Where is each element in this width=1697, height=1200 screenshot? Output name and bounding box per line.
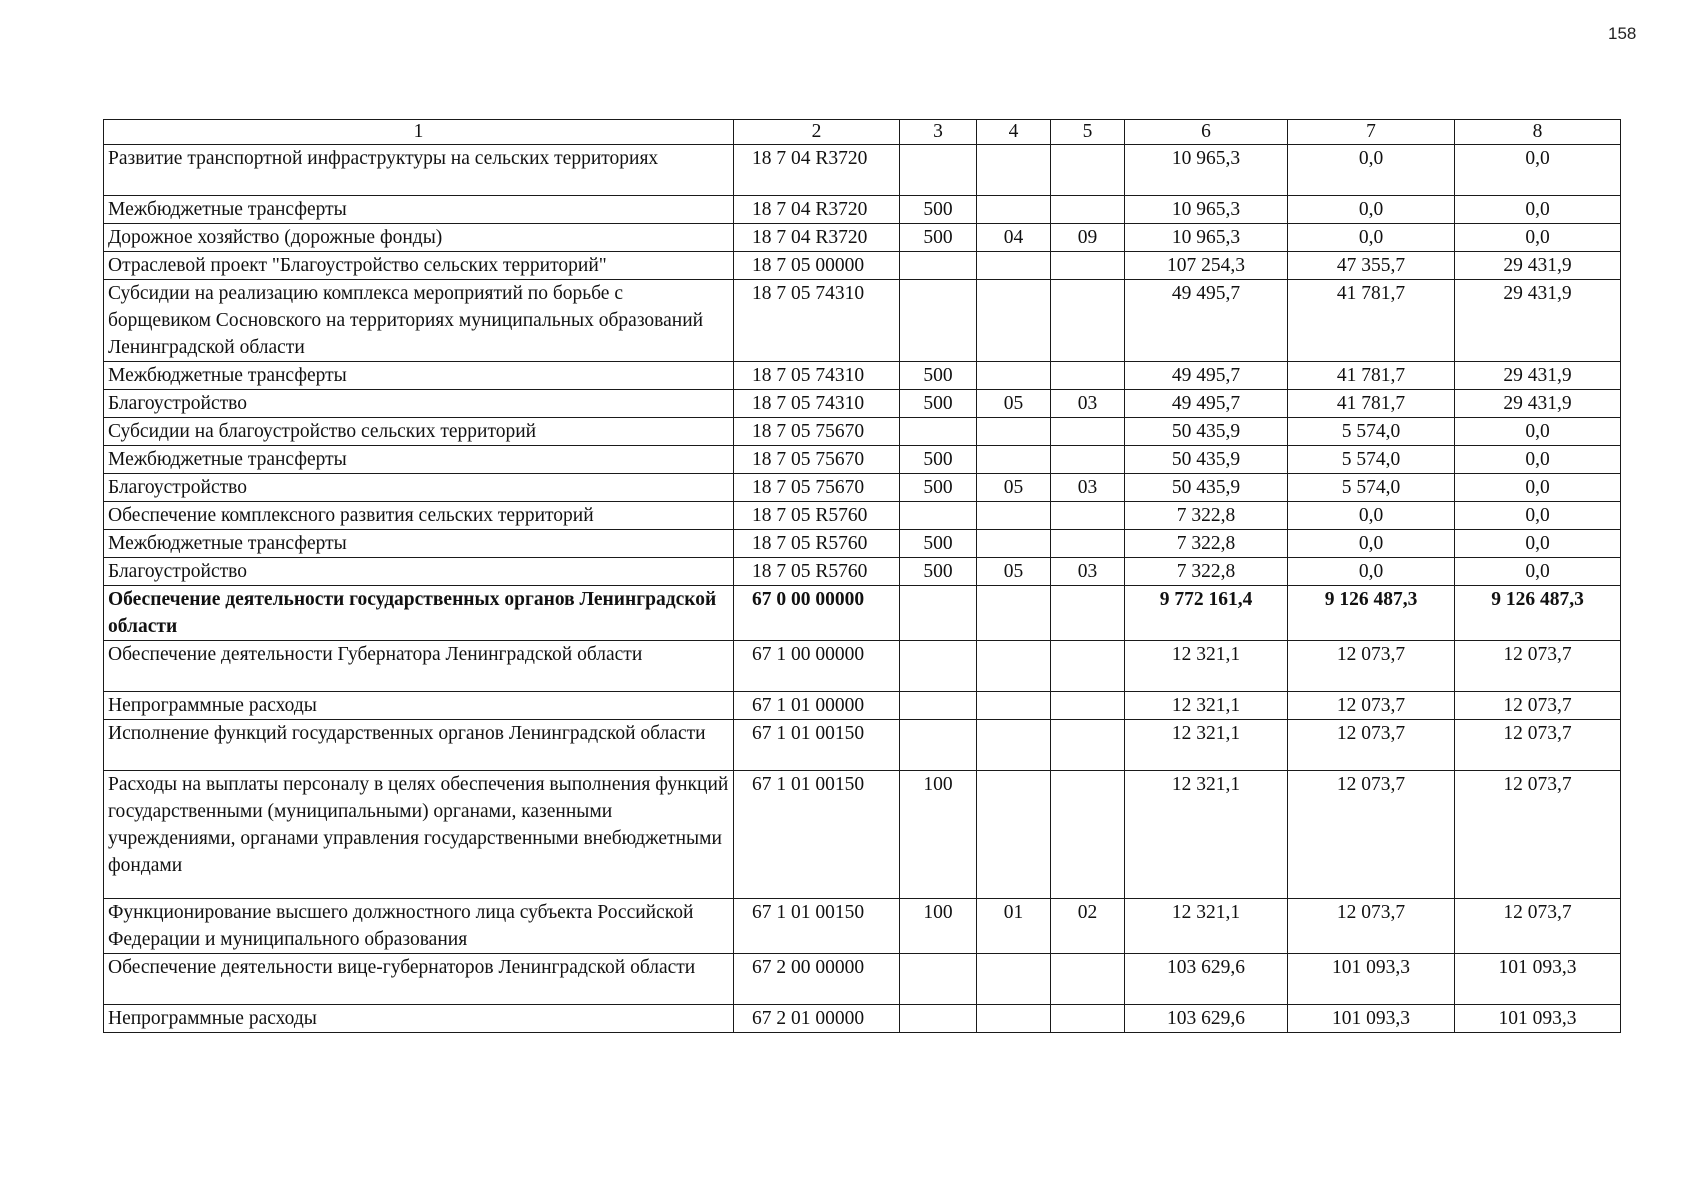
- row-section-cell: [977, 280, 1051, 362]
- row-expense-type-cell: 500: [900, 558, 977, 586]
- row-value-2024-cell: 41 781,7: [1288, 390, 1455, 418]
- column-header: 4: [977, 120, 1051, 145]
- row-code-cell: 18 7 05 R5760: [734, 530, 900, 558]
- row-value-2023-cell: 12 321,1: [1125, 720, 1288, 771]
- row-name-cell: Обеспечение комплексного развития сельских территорий: [104, 502, 734, 530]
- column-header: 1: [104, 120, 734, 145]
- row-expense-type-cell: [900, 953, 977, 1004]
- row-value-2023-cell: 50 435,9: [1125, 474, 1288, 502]
- row-name-cell: Непрограммные расходы: [104, 1004, 734, 1032]
- row-value-2025-cell: 0,0: [1455, 502, 1621, 530]
- row-section-cell: [977, 953, 1051, 1004]
- table-row: [104, 474, 1621, 502]
- row-value-2023-cell: 12 321,1: [1125, 641, 1288, 692]
- row-value-2023-cell: 10 965,3: [1125, 224, 1288, 252]
- row-value-2024-cell: 12 073,7: [1288, 771, 1455, 899]
- row-value-2023-cell: 107 254,3: [1125, 252, 1288, 280]
- row-section-cell: [977, 1004, 1051, 1032]
- row-code-cell: 18 7 05 00000: [734, 252, 900, 280]
- row-subsection-cell: 02: [1051, 898, 1125, 953]
- row-code-cell: 67 2 01 00000: [734, 1004, 900, 1032]
- row-name-cell: Субсидии на реализацию комплекса мероприятий по борьбе с борщевиком Сосновского на территориях муниципальных образований Ленинградской области: [104, 280, 734, 362]
- row-code-cell: 18 7 05 75670: [734, 418, 900, 446]
- row-expense-type-cell: [900, 692, 977, 720]
- row-value-2025-cell: 0,0: [1455, 145, 1621, 196]
- row-value-2024-cell: 41 781,7: [1288, 280, 1455, 362]
- row-subsection-cell: [1051, 196, 1125, 224]
- row-name-cell: Развитие транспортной инфраструктуры на сельских территориях: [104, 145, 734, 196]
- row-expense-type-cell: [900, 252, 977, 280]
- row-code-cell: 18 7 05 74310: [734, 362, 900, 390]
- row-expense-type-cell: [900, 280, 977, 362]
- column-header: 8: [1455, 120, 1621, 145]
- row-subsection-cell: [1051, 446, 1125, 474]
- row-subsection-cell: [1051, 280, 1125, 362]
- row-value-2025-cell: 0,0: [1455, 446, 1621, 474]
- row-value-2023-cell: 12 321,1: [1125, 771, 1288, 899]
- row-value-2025-cell: 0,0: [1455, 558, 1621, 586]
- row-expense-type-cell: [900, 418, 977, 446]
- row-value-2023-cell: 49 495,7: [1125, 280, 1288, 362]
- table-body: [104, 145, 1621, 1033]
- row-code-cell: 67 1 00 00000: [734, 641, 900, 692]
- row-expense-type-cell: 500: [900, 446, 977, 474]
- row-value-2025-cell: 101 093,3: [1455, 1004, 1621, 1032]
- table-header-row: [104, 120, 1621, 145]
- row-section-cell: [977, 586, 1051, 641]
- row-expense-type-cell: 500: [900, 196, 977, 224]
- table-row: [104, 641, 1621, 692]
- row-subsection-cell: 09: [1051, 224, 1125, 252]
- table-row: [104, 446, 1621, 474]
- column-header: 5: [1051, 120, 1125, 145]
- row-value-2024-cell: 0,0: [1288, 502, 1455, 530]
- row-subsection-cell: [1051, 586, 1125, 641]
- row-section-cell: [977, 252, 1051, 280]
- page-number: 158: [1608, 24, 1637, 43]
- row-value-2025-cell: 9 126 487,3: [1455, 586, 1621, 641]
- row-value-2023-cell: 7 322,8: [1125, 530, 1288, 558]
- row-value-2025-cell: 29 431,9: [1455, 362, 1621, 390]
- row-expense-type-cell: [900, 145, 977, 196]
- row-section-cell: 04: [977, 224, 1051, 252]
- row-value-2023-cell: 103 629,6: [1125, 1004, 1288, 1032]
- row-value-2023-cell: 49 495,7: [1125, 362, 1288, 390]
- row-code-cell: 18 7 05 75670: [734, 474, 900, 502]
- row-value-2023-cell: 50 435,9: [1125, 446, 1288, 474]
- row-name-cell: Обеспечение деятельности вице-губернаторов Ленинградской области: [104, 953, 734, 1004]
- row-expense-type-cell: [900, 502, 977, 530]
- row-value-2024-cell: 0,0: [1288, 196, 1455, 224]
- row-value-2024-cell: 5 574,0: [1288, 446, 1455, 474]
- row-code-cell: 67 1 01 00000: [734, 692, 900, 720]
- row-expense-type-cell: 500: [900, 362, 977, 390]
- row-name-cell: Исполнение функций государственных органов Ленинградской области: [104, 720, 734, 771]
- row-expense-type-cell: [900, 586, 977, 641]
- budget-table: [103, 119, 1621, 1033]
- row-code-cell: 67 2 00 00000: [734, 953, 900, 1004]
- row-value-2024-cell: 5 574,0: [1288, 474, 1455, 502]
- row-section-cell: 05: [977, 474, 1051, 502]
- row-name-cell: Благоустройство: [104, 558, 734, 586]
- row-code-cell: 18 7 04 R3720: [734, 145, 900, 196]
- row-code-cell: 67 1 01 00150: [734, 771, 900, 899]
- row-name-cell: Обеспечение деятельности Губернатора Ленинградской области: [104, 641, 734, 692]
- table-row: [104, 418, 1621, 446]
- row-expense-type-cell: 100: [900, 771, 977, 899]
- row-value-2023-cell: 103 629,6: [1125, 953, 1288, 1004]
- row-value-2024-cell: 101 093,3: [1288, 953, 1455, 1004]
- row-value-2025-cell: 12 073,7: [1455, 771, 1621, 899]
- row-subsection-cell: [1051, 362, 1125, 390]
- row-code-cell: 67 1 01 00150: [734, 898, 900, 953]
- table-row: [104, 692, 1621, 720]
- row-value-2023-cell: 9 772 161,4: [1125, 586, 1288, 641]
- row-code-cell: 18 7 04 R3720: [734, 196, 900, 224]
- row-code-cell: 67 1 01 00150: [734, 720, 900, 771]
- row-value-2024-cell: 9 126 487,3: [1288, 586, 1455, 641]
- row-section-cell: [977, 720, 1051, 771]
- row-name-cell: Функционирование высшего должностного лица субъекта Российской Федерации и муниципального образования: [104, 898, 734, 953]
- row-value-2023-cell: 12 321,1: [1125, 898, 1288, 953]
- row-value-2023-cell: 10 965,3: [1125, 145, 1288, 196]
- row-value-2024-cell: 47 355,7: [1288, 252, 1455, 280]
- row-subsection-cell: [1051, 692, 1125, 720]
- row-expense-type-cell: [900, 1004, 977, 1032]
- row-subsection-cell: [1051, 641, 1125, 692]
- row-section-cell: [977, 530, 1051, 558]
- row-value-2023-cell: 12 321,1: [1125, 692, 1288, 720]
- row-value-2023-cell: 50 435,9: [1125, 418, 1288, 446]
- row-section-cell: [977, 502, 1051, 530]
- row-value-2024-cell: 5 574,0: [1288, 418, 1455, 446]
- row-subsection-cell: [1051, 145, 1125, 196]
- row-name-cell: Межбюджетные трансферты: [104, 196, 734, 224]
- row-value-2025-cell: 29 431,9: [1455, 280, 1621, 362]
- row-code-cell: 18 7 05 R5760: [734, 558, 900, 586]
- row-name-cell: Межбюджетные трансферты: [104, 362, 734, 390]
- row-value-2024-cell: 12 073,7: [1288, 641, 1455, 692]
- table-row: [104, 720, 1621, 771]
- row-expense-type-cell: 500: [900, 474, 977, 502]
- row-value-2024-cell: 41 781,7: [1288, 362, 1455, 390]
- row-expense-type-cell: 500: [900, 390, 977, 418]
- column-header: 7: [1288, 120, 1455, 145]
- row-expense-type-cell: 500: [900, 224, 977, 252]
- column-header: 3: [900, 120, 977, 145]
- row-value-2023-cell: 7 322,8: [1125, 502, 1288, 530]
- table-row: [104, 196, 1621, 224]
- table-row: [104, 502, 1621, 530]
- table-row: [104, 145, 1621, 196]
- row-subsection-cell: [1051, 530, 1125, 558]
- table-row: [104, 390, 1621, 418]
- row-value-2023-cell: 49 495,7: [1125, 390, 1288, 418]
- row-name-cell: Благоустройство: [104, 474, 734, 502]
- row-subsection-cell: 03: [1051, 390, 1125, 418]
- row-value-2025-cell: 12 073,7: [1455, 692, 1621, 720]
- row-name-cell: Субсидии на благоустройство сельских территорий: [104, 418, 734, 446]
- row-value-2024-cell: 12 073,7: [1288, 692, 1455, 720]
- row-value-2025-cell: 0,0: [1455, 474, 1621, 502]
- row-expense-type-cell: 100: [900, 898, 977, 953]
- table-row: [104, 898, 1621, 953]
- row-value-2024-cell: 101 093,3: [1288, 1004, 1455, 1032]
- row-value-2025-cell: 12 073,7: [1455, 720, 1621, 771]
- row-code-cell: 67 0 00 00000: [734, 586, 900, 641]
- row-code-cell: 18 7 05 R5760: [734, 502, 900, 530]
- row-value-2025-cell: 29 431,9: [1455, 390, 1621, 418]
- row-value-2024-cell: 0,0: [1288, 224, 1455, 252]
- row-value-2023-cell: 10 965,3: [1125, 196, 1288, 224]
- row-section-cell: [977, 362, 1051, 390]
- table-row: [104, 953, 1621, 1004]
- row-code-cell: 18 7 04 R3720: [734, 224, 900, 252]
- row-value-2025-cell: 29 431,9: [1455, 252, 1621, 280]
- row-section-cell: [977, 145, 1051, 196]
- row-value-2024-cell: 12 073,7: [1288, 720, 1455, 771]
- row-subsection-cell: [1051, 953, 1125, 1004]
- row-section-cell: [977, 771, 1051, 899]
- row-value-2025-cell: 101 093,3: [1455, 953, 1621, 1004]
- table-row: [104, 558, 1621, 586]
- table-row: [104, 280, 1621, 362]
- table-row: [104, 362, 1621, 390]
- row-name-cell: Расходы на выплаты персоналу в целях обеспечения выполнения функций государственными (муниципальными) органами, казенными учреждениями, органами управления государственными внебюджетными фондами: [104, 771, 734, 899]
- table-row: [104, 1004, 1621, 1032]
- row-section-cell: [977, 418, 1051, 446]
- row-section-cell: [977, 446, 1051, 474]
- row-name-cell: Благоустройство: [104, 390, 734, 418]
- table-row: [104, 224, 1621, 252]
- row-section-cell: 01: [977, 898, 1051, 953]
- row-value-2025-cell: 0,0: [1455, 418, 1621, 446]
- row-value-2023-cell: 7 322,8: [1125, 558, 1288, 586]
- row-section-cell: [977, 641, 1051, 692]
- row-value-2024-cell: 0,0: [1288, 145, 1455, 196]
- row-name-cell: Обеспечение деятельности государственных органов Ленинградской области: [104, 586, 734, 641]
- row-name-cell: Отраслевой проект "Благоустройство сельских территорий": [104, 252, 734, 280]
- row-value-2025-cell: 0,0: [1455, 196, 1621, 224]
- row-value-2024-cell: 0,0: [1288, 530, 1455, 558]
- row-name-cell: Непрограммные расходы: [104, 692, 734, 720]
- row-subsection-cell: [1051, 1004, 1125, 1032]
- row-subsection-cell: [1051, 720, 1125, 771]
- row-value-2024-cell: 12 073,7: [1288, 898, 1455, 953]
- row-section-cell: [977, 196, 1051, 224]
- row-subsection-cell: 03: [1051, 474, 1125, 502]
- table-row: [104, 771, 1621, 899]
- row-name-cell: Дорожное хозяйство (дорожные фонды): [104, 224, 734, 252]
- row-subsection-cell: [1051, 252, 1125, 280]
- row-value-2025-cell: 12 073,7: [1455, 641, 1621, 692]
- row-section-cell: [977, 692, 1051, 720]
- row-section-cell: 05: [977, 558, 1051, 586]
- row-code-cell: 18 7 05 74310: [734, 390, 900, 418]
- table-row: [104, 252, 1621, 280]
- row-name-cell: Межбюджетные трансферты: [104, 530, 734, 558]
- row-code-cell: 18 7 05 75670: [734, 446, 900, 474]
- table-row: [104, 586, 1621, 641]
- row-code-cell: 18 7 05 74310: [734, 280, 900, 362]
- row-subsection-cell: [1051, 418, 1125, 446]
- row-section-cell: 05: [977, 390, 1051, 418]
- row-name-cell: Межбюджетные трансферты: [104, 446, 734, 474]
- row-subsection-cell: [1051, 771, 1125, 899]
- row-subsection-cell: 03: [1051, 558, 1125, 586]
- row-expense-type-cell: [900, 641, 977, 692]
- row-expense-type-cell: 500: [900, 530, 977, 558]
- table-row: [104, 530, 1621, 558]
- row-value-2025-cell: 12 073,7: [1455, 898, 1621, 953]
- column-header: 6: [1125, 120, 1288, 145]
- row-value-2025-cell: 0,0: [1455, 224, 1621, 252]
- row-subsection-cell: [1051, 502, 1125, 530]
- column-header: 2: [734, 120, 900, 145]
- row-value-2024-cell: 0,0: [1288, 558, 1455, 586]
- row-value-2025-cell: 0,0: [1455, 530, 1621, 558]
- row-expense-type-cell: [900, 720, 977, 771]
